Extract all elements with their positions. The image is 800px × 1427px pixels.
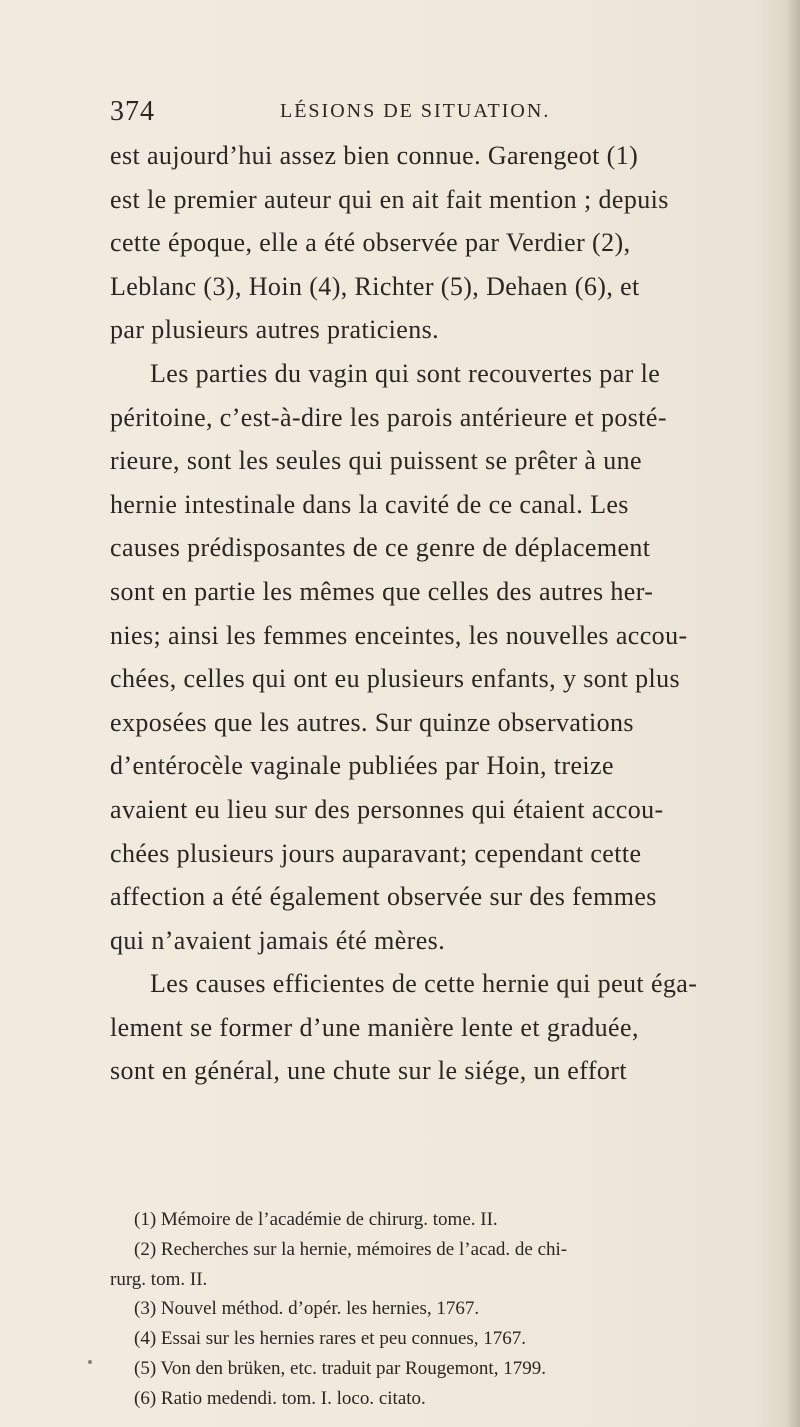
text-line: affection a été également observée sur des femmes: [110, 882, 657, 912]
text-line: Leblanc (3), Hoin (4), Richter (5), Dehaen (6), et: [110, 271, 640, 301]
page-header: [110, 96, 750, 136]
text-line: qui n’avaient jamais été mères.: [110, 925, 446, 955]
text-line: est le premier auteur qui en ait fait mention ; depuis: [110, 184, 669, 214]
footnotes: [110, 1205, 770, 1414]
text-line: causes prédisposantes de ce genre de déplacement: [110, 533, 651, 563]
text-line: chées plusieurs jours auparavant; cependant cette: [110, 838, 642, 868]
text-line: sont en général, une chute sur le siége, un effort: [110, 1056, 627, 1086]
footnote-line: (3) Nouvel méthod. d’opér. les hernies, 1767.: [134, 1298, 480, 1320]
text-line: nies; ainsi les femmes enceintes, les nouvelles accou-: [110, 620, 688, 650]
text-line: exposées que les autres. Sur quinze observations: [110, 707, 634, 737]
text-line: est aujourd’hui assez bien connue. Garengeot (1): [110, 141, 639, 170]
text-line: d’entérocèle vaginale publiées par Hoin, treize: [110, 751, 614, 781]
footnote-line: (5) Von den brüken, etc. traduit par Rougemont, 1799.: [134, 1357, 546, 1379]
footnote-line: (6) Ratio medendi. tom. I. loco. citato.: [134, 1387, 426, 1409]
text-line: Les parties du vagin qui sont recouvertes par le: [150, 358, 661, 388]
text-line: cette époque, elle a été observée par Verdier (2),: [110, 228, 631, 258]
text-line: péritoine, c’est-à-dire les parois antérieure et posté-: [110, 402, 667, 432]
footnote-line: (1) Mémoire de l’académie de chirurg. tome. II.: [134, 1209, 498, 1230]
page-number: 374: [110, 96, 155, 127]
footnote-line: (4) Essai sur les hernies rares et peu connues, 1767.: [134, 1328, 527, 1350]
text-line: sont en partie les mêmes que celles des autres her-: [110, 576, 654, 606]
text-line: hernie intestinale dans la cavité de ce canal. Les: [110, 489, 629, 519]
text-line: rieure, sont les seules qui puissent se prêter à une: [110, 446, 642, 476]
text-line: par plusieurs autres praticiens.: [110, 315, 440, 345]
running-head: LÉSIONS DE SITUATION.: [280, 100, 551, 122]
body-text: [110, 134, 770, 1093]
footnote-line: (2) Recherches sur la hernie, mémoires de l’acad. de chi-: [134, 1238, 568, 1260]
footnote-line: rurg. tom. II.: [110, 1268, 208, 1290]
page-edge-shadow: [786, 0, 800, 1427]
text-line: chées, celles qui ont eu plusieurs enfants, y sont plus: [110, 664, 681, 694]
text-line: avaient eu lieu sur des personnes qui étaient accou-: [110, 794, 664, 824]
ink-speck: [88, 1360, 92, 1364]
text-line: lement se former d’une manière lente et graduée,: [110, 1012, 639, 1042]
text-line: Les causes efficientes de cette hernie qui peut éga-: [150, 969, 698, 999]
